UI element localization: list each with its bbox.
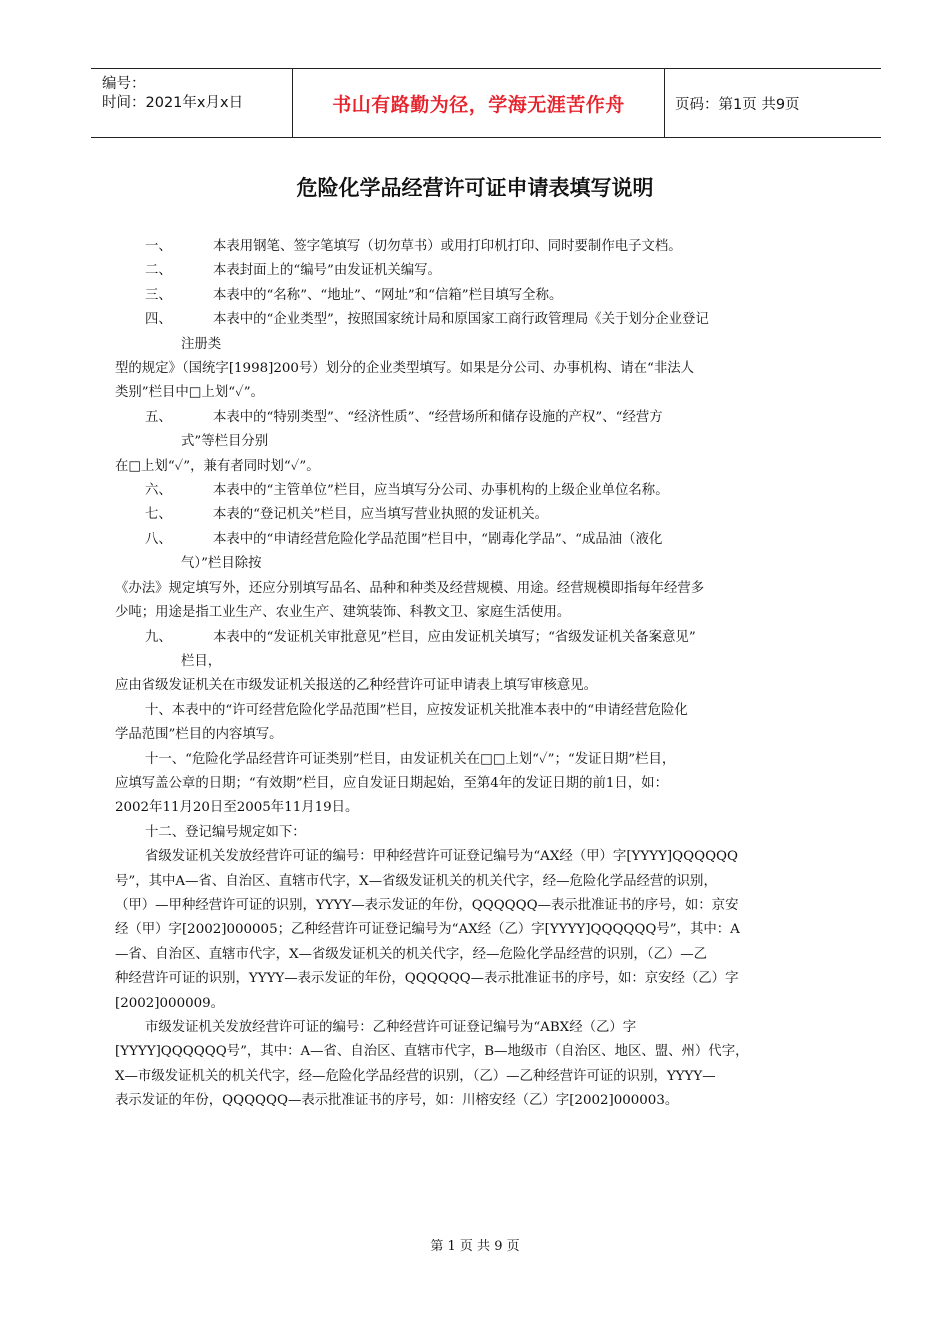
provincial-para-line-6: 种经营许可证的识别，YYYY—表示发证的年份，QQQQQQ—表示批准证书的序号，如：京安经（乙）字 [115,971,739,987]
item-12-line-1: 十二、登记编号规定如下： [145,824,306,840]
item-text: 本表中的“发证机关审批意见”栏目，应由发证机关填写；“省级发证机关备案意见” [213,629,696,645]
municipal-para-line-4: 表示发证的年份，QQQQQQ—表示批准证书的序号，如：川榕安经（乙）字[2002]000003。 [115,1093,679,1109]
item-2 [115,259,860,283]
item-4-line-4: 类别”栏目中□上划“✓”。 [115,385,264,401]
item-3 [115,284,860,308]
provincial-para-line-3: （甲）—甲种经营许可证的识别，YYYY—表示发证的年份，QQQQQQ—表示批准证书的序号，如：京安 [115,897,739,913]
municipal-para-line-3: X—市级发证机关的机关代字，经—危险化学品经营的识别，（乙）—乙种经营许可证的识别，YYYY— [115,1068,716,1084]
item-10-line-1: 十、本表中的“许可经营危险化学品范围”栏目，应按发证机关批准本表中的“申请经营危险化 [145,702,688,718]
item-number: 五、 [145,409,172,425]
provincial-para-line-5: —省、自治区、直辖市代字，X—省级发证机关的机关代字，经—危险化学品经营的识别，（乙）—乙 [115,946,708,962]
municipal-para-line-1: 市级发证机关发放经营许可证的编号：乙种经营许可证登记编号为“ABX经（乙）字 [145,1020,637,1035]
document-title: 危险化学品经营许可证申请表填写说明 [296,176,654,200]
provincial-para-line-2: 号”，其中A—省、自治区、直辖市代字，X—省级发证机关的机关代字，经—危险化学品经营的识别， [115,873,717,889]
header-info-cell [91,69,293,137]
item-8-continuation: 气）”栏目除按 [181,556,262,572]
item-number: 八、 [145,531,172,547]
item-text: 本表用钢笔、签字笔填写（切勿草书）或用打印机打印、同时要制作电子文档。 [213,239,682,254]
item-8-line-3: 《办法》规定填写外，还应分别填写品名、品种和种类及经营规模、用途。经营规模即指每年经营多 [115,580,705,596]
item-number: 二、 [145,263,172,279]
item-text: 本表的“登记机关”栏目，应当填写营业执照的发证机关。 [213,507,549,523]
provincial-para-line-1: 省级发证机关发放经营许可证的编号：甲种经营许可证登记编号为“AX经（甲）字[YYYY]QQQQQQ [145,849,739,865]
page-footer: 第 1 页 共 9 页 [430,1239,520,1254]
item-1 [115,235,860,259]
item-number: 三、 [145,287,172,303]
item-11-line-1: 十一、“危险化学品经营许可证类别”栏目，由发证机关在□□上划“✓”；“发证日期”栏目， [145,751,676,767]
item-text: 本表中的“企业类型”，按照国家统计局和原国家工商行政管理局《关于划分企业登记 [213,312,709,328]
item-5 [115,406,860,430]
provincial-para-line-4: 经（甲）字[2002]000005；乙种经营许可证登记编号为“AX经（乙）字[YYYY]QQQQQQ号”，其中：A [115,922,740,938]
item-5-line-3: 在□上划“✓”，兼有者同时划“✓”。 [115,458,320,474]
item-9-continuation: 栏目， [181,653,222,669]
motto-text: 书山有路勤为径，学海无涯苦作舟 [332,93,625,116]
item-text: 本表中的“申请经营危险化学品范围”栏目中，“剧毒化学品”、“成品油（液化 [213,531,663,547]
item-11-line-3: 2002年11月20日至2005年11月19日。 [115,800,359,816]
item-number: 一、 [145,239,172,254]
item-9-line-3: 应由省级发证机关在市级发证机关报送的乙种经营许可证申请表上填写审核意见。 [115,678,598,694]
provincial-para-line-7: [2002]000009。 [115,995,225,1011]
page-code: 页码：第1页 共9页 [675,96,800,113]
item-11-line-2: 应填写盖公章的日期；“有效期”栏目，应自发证日期起始，至第4年的发证日期的前1日，如： [115,775,668,791]
item-number: 六、 [145,483,172,499]
header-page-cell [665,69,881,137]
item-6 [115,479,860,503]
item-text: 本表中的“特别类型”、“经济性质”、“经营场所和储存设施的产权”、“经营方 [213,409,663,425]
item-7 [115,503,860,527]
item-number: 七、 [145,507,172,523]
item-text: 本表中的“主管单位”栏目，应当填写分公司、办事机构的上级企业单位名称。 [213,483,669,499]
item-5-continuation: 式”等栏目分别 [181,434,269,450]
serial-label: 编号： [102,76,146,92]
item-number: 四、 [145,312,172,328]
item-9 [115,626,860,650]
item-text: 本表封面上的“编号”由发证机关编写。 [213,263,441,279]
item-text: 本表中的“名称”、“地址”、“网址”和“信箱”栏目填写全称。 [213,287,563,303]
item-4-line-3: 型的规定》（国统字[1998]200号）划分的企业类型填写。如果是分公司、办事机构、请在“非法人 [115,361,695,377]
item-8-line-4: 少吨；用途是指工业生产、农业生产、建筑装饰、科教文卫、家庭生活使用。 [115,605,571,621]
header-motto-cell [293,69,665,137]
item-4-continuation: 注册类 [181,336,222,352]
document-body [115,235,860,1114]
item-number: 九、 [145,629,172,645]
item-8 [115,528,860,552]
item-4 [115,308,860,332]
time-label: 时间：2021年x月x日 [102,95,244,111]
header-table [91,68,881,138]
item-10-line-2: 学品范围”栏目的内容填写。 [115,727,283,743]
municipal-para-line-2: [YYYY]QQQQQQ号”，其中：A—省、自治区、直辖市代字，B—地级市（自治区、地区、盟、州）代字， [115,1044,749,1060]
